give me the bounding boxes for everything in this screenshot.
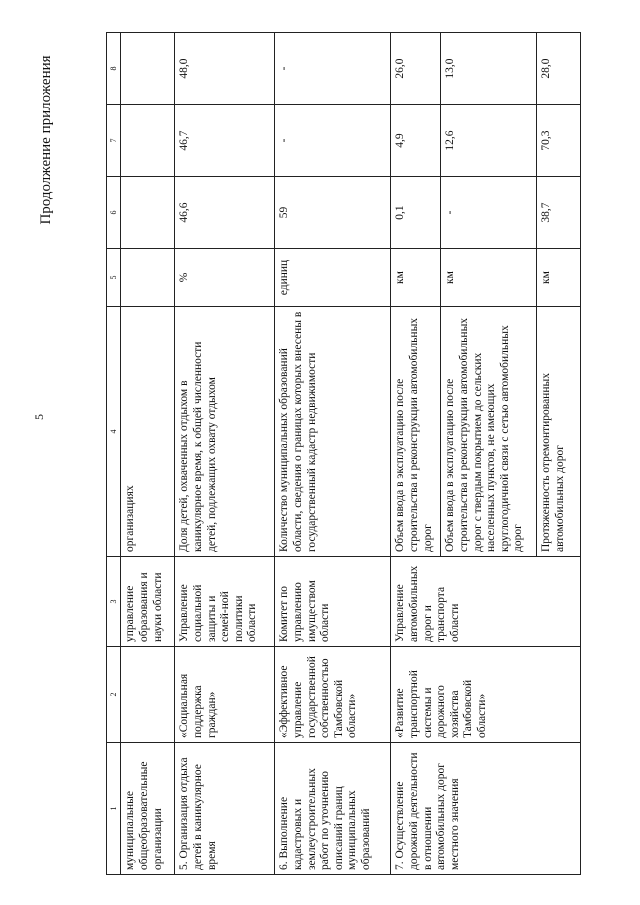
table-row [391, 33, 441, 875]
value-cell: - [275, 33, 391, 105]
indicator-cell: Объем ввода в эксплуатацию после строительства и реконструкции автомобильных дорог [391, 307, 441, 557]
value-cell [121, 177, 175, 249]
program-cell: «Развитие транспортной системы и дорожного хозяйства Тамбовской области» [391, 647, 581, 743]
value-cell [121, 33, 175, 105]
table-row [175, 33, 275, 875]
table-row [275, 33, 391, 875]
value-cell: 0,1 [391, 177, 441, 249]
program-cell: «Эффективное управление государственной собственностью Тамбовской области» [275, 647, 391, 743]
unit-cell: % [175, 249, 275, 307]
value-cell: - [441, 177, 537, 249]
value-cell: 12,6 [441, 105, 537, 177]
column-number: 3 [107, 557, 121, 647]
executor-cell: Управление автомобильных дорог и транспорта области [391, 557, 581, 647]
value-cell: 48,0 [175, 33, 275, 105]
column-number: 4 [107, 307, 121, 557]
measure-cell: муниципальные общеобразовательные организации [121, 743, 175, 875]
column-number: 1 [107, 743, 121, 875]
executor-cell: управление образования и науки области [121, 557, 175, 647]
page-number: 5 [32, 414, 46, 420]
indicator-cell: Количество муниципальных образований области, сведения о границах которых внесены в государственный кадастр недвижимости [275, 307, 391, 557]
value-cell: 28,0 [537, 33, 581, 105]
indicator-cell: Доля детей, охваченных отдыхом в каникулярное время, к общей численности детей, подлежащих охвату отдыхом [175, 307, 275, 557]
value-cell: 70,3 [537, 105, 581, 177]
value-cell: 4,9 [391, 105, 441, 177]
value-cell [121, 105, 175, 177]
value-cell: - [275, 105, 391, 177]
value-cell: 46,6 [175, 177, 275, 249]
measure-cell: 6. Выполнение кадастровых и землеустроительных работ по уточнению описаний границ муниципальных образований [275, 743, 391, 875]
program-cell [121, 647, 175, 743]
measure-cell: 7. Осуществление дорожной деятельности в отношении автомобильных дорог местного значения [391, 743, 581, 875]
column-number: 8 [107, 33, 121, 105]
column-number-row [107, 33, 121, 875]
unit-cell: км [391, 249, 441, 307]
column-number: 5 [107, 249, 121, 307]
column-number: 6 [107, 177, 121, 249]
unit-cell: км [441, 249, 537, 307]
program-cell: «Социальная поддержка граждан» [175, 647, 275, 743]
value-cell: 59 [275, 177, 391, 249]
appendix-title: Продолжение приложения [38, 55, 54, 225]
executor-cell: Управление социальной защиты и семей-ной политики области [175, 557, 275, 647]
unit-cell: км [537, 249, 581, 307]
unit-cell [121, 249, 175, 307]
table-row [121, 33, 175, 875]
column-number: 7 [107, 105, 121, 177]
unit-cell: единиц [275, 249, 391, 307]
indicators-table [106, 32, 581, 875]
column-number: 2 [107, 647, 121, 743]
value-cell: 13,0 [441, 33, 537, 105]
indicator-cell: Объем ввода в эксплуатацию после строительства и реконструкции автомобильных дорог с твердым покрытием до сельских населенных пунктов, не имеющих круглогодичной связи с сетью автомобильных дорог [441, 307, 537, 557]
measure-cell: 5. Организация отдыха детей в каникулярное время [175, 743, 275, 875]
indicator-cell: Протяженность отремонтированных автомобильных дорог [537, 307, 581, 557]
value-cell: 46,7 [175, 105, 275, 177]
indicator-cell: организациях [121, 307, 175, 557]
executor-cell: Комитет по управлению имуществом области [275, 557, 391, 647]
value-cell: 26,0 [391, 33, 441, 105]
value-cell: 38,7 [537, 177, 581, 249]
